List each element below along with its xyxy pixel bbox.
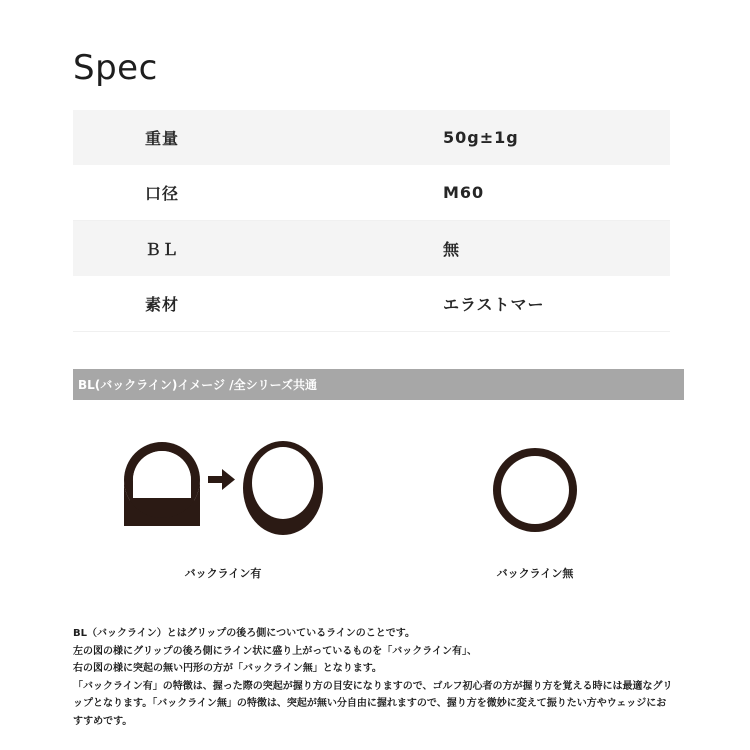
spec-title: Spec <box>73 48 158 88</box>
spec-row-material <box>73 276 670 332</box>
spec-table <box>73 110 670 332</box>
spec-row-weight <box>73 110 670 165</box>
description-line: すすめです。 <box>73 715 133 727</box>
spec-row-backline <box>73 221 670 276</box>
spec-row-bore <box>73 165 670 221</box>
spec-label: 素材 <box>145 295 180 314</box>
grip-round-ring-icon <box>493 448 577 532</box>
description-line: ップとなります。「バックライン無」の特徴は、突起が無い分自由に握れますので、握り方を微妙に変えて振りたい方やウェッジにお <box>73 698 667 709</box>
spec-value: エラストマー <box>443 295 545 314</box>
caption-backline-with: バックライン有 <box>184 567 262 580</box>
description-line: 左の図の様にグリップの後ろ側にライン状に盛り上がっているものを「バックライン有」、 <box>73 645 477 657</box>
caption-backline-without: バックライン無 <box>496 567 574 580</box>
bl-section-header: BL(バックライン)イメージ /全シリーズ共通 <box>73 369 684 400</box>
description-line: 「バックライン有」の特徴は、握った際の突起が握り方の目安になりますので、ゴルフ初心者の方が握り方を覚える時には最適なグリ <box>73 680 673 692</box>
spec-value: 無 <box>443 240 461 259</box>
description-line: 右の図の様に突起の無い円形の方が「バックライン無」となります。 <box>73 663 382 674</box>
backline-without-diagram <box>492 447 578 533</box>
spec-label: 重量 <box>145 129 180 148</box>
spec-value: M60 <box>443 183 485 202</box>
backline-with-diagram <box>118 438 328 538</box>
spec-value: 50g±1g <box>443 128 519 147</box>
grip-cross-section-ridge-icon <box>124 442 200 526</box>
spec-label: 口径 <box>145 184 180 203</box>
arrow-right-icon <box>208 469 235 490</box>
description-line: BL（バックライン）とはグリップの後ろ側についているラインのことです。 <box>73 628 415 639</box>
grip-result-oval-icon <box>243 441 323 535</box>
backline-description <box>73 625 693 730</box>
spec-label: ＢＬ <box>145 240 180 259</box>
